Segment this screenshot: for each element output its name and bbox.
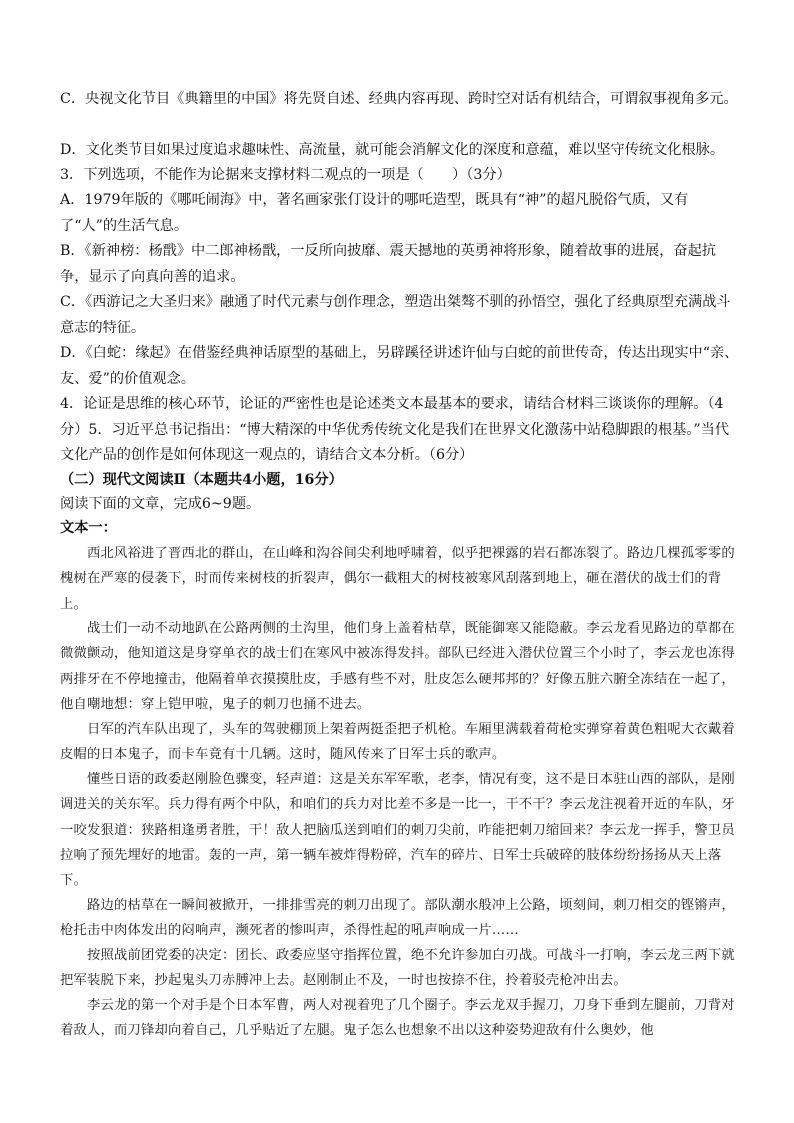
story-paragraph: 西北风裕进了晋西北的群山，在山峰和沟谷间尖利地呼啸着，似乎把裸露的岩石都冻裂了。路边几棵孤零零的槐树在严寒的侵袭下，时而传来树枝的折裂声，偶尔一截粗大的树枝被寒风刮落到地上，砸在潜伏的战士们的背上。 [60, 546, 735, 612]
story-paragraph: 按照战前团党委的决定：团长、政委应坚守指挥位置，绝不允许参加白刃战。可战斗一打响，李云龙三两下就把军装脱下来，抄起鬼头刀赤膊冲上去。赵刚制止不及，一时也按捺不住，拎着驳壳枪冲出去。 [60, 948, 735, 989]
question-3-option-b: B．《新神榜：杨戬》中二郎神杨戬，一反所向披靡、震天撼地的英勇神将形象，随着故事的进展，奋起抗争，显示了向真向善的追求。 [60, 243, 716, 285]
question-3-option-a: A．1979年版的《哪吒闹海》中，著名画家张仃设计的哪吒造型，既具有“神”的超凡脱俗气质，又有了“人”的生活气息。 [60, 192, 689, 234]
story-paragraph: 路边的枯草在一瞬间被掀开，一排排雪亮的刺刀出现了。部队潮水般冲上公路，顷刻间，刺刀相交的铿锵声，枪托击中肉体发出的闷响声，濒死者的惨叫声，杀得性起的吼声响成一片…… [60, 898, 735, 939]
option-c-line: C．央视文化节目《典籍里的中国》将先贤自述、经典内容再现、跨时空对话有机结合，可谓叙事视角多元。 [60, 91, 738, 107]
question-3: 3．下列选项，不能作为论据来支撑材料二观点的一项是（ ）（3分） [60, 167, 511, 183]
story-paragraph: 懂些日语的政委赵刚脸色骤变，轻声道：这是关东军军歌，老李，情况有变，这不是日本驻山西的部队，是刚调进关的关东军。兵力得有两个中队，和咱们的兵力对比差不多是一比一，干不干？李云龙注视着开近的车队，牙一咬发狠道：狭路相逢勇者胜，干！敌人把脑瓜送到咱们的刺刀尖前，咋能把刺刀缩回来？李云龙一挥手，警卫员拉响了预先埋好的地雷。轰的一声，第一辆车被炸得粉碎，汽车的碎片、日军士兵破碎的肢体纷纷扬扬从天上落下。 [60, 772, 735, 889]
story-paragraph: 李云龙的第一个对手是个日本军曹，两人对视着兜了几个圈子。李云龙双手握刀，刀身下垂到左腿前，刀背对着敌人，而刀锋却向着自己，几乎贴近了左腿。鬼子怎么也想象不出以这种姿势迎敌有什么奥妙，他 [60, 998, 735, 1039]
story-paragraph: 战士们一动不动地趴在公路两侧的土沟里，他们身上盖着枯草，既能御寒又能隐蔽。李云龙看见路边的草都在微微颤动，他知道这是身穿单衣的战士们在寒风中被冻得发抖。部队已经进入潜伏位置三个小时了，李云龙也冻得两排牙在不停地撞击，他隔着单衣摸摸肚皮，手感有些不对，肚皮怎么硬邦邦的？好像五脏六腑全冻结在一起了，他自嘲地想：穿上铠甲啦，鬼子的刺刀也捅不进去。 [60, 621, 735, 712]
section-heading: （二）现代文阅读Ⅱ（本题共4小题，16分） [60, 472, 343, 488]
option-d-line: D．文化类节目如果过度追求趣味性、高流量，就可能会消解文化的深度和意蕴，难以坚守传统文化根脉。 [60, 142, 725, 158]
story-paragraph: 日军的汽车队出现了，头车的驾驶棚顶上架着两挺歪把子机枪。车厢里满载着荷枪实弹穿着黄色粗呢大衣戴着皮帽的日本鬼子，而卡车竟有十几辆。这时，随风传来了日军士兵的歌声。 [60, 722, 735, 763]
questions-4-5: 4．论证是思维的核心环节，论证的严密性也是论述类文本最基本的要求，请结合材料三谈谈你的理解。（4分）5．习近平总书记指出：“博大精深的中华优秀传统文化是我们在世界文化激荡中站稳脚跟的根基。”当代文化产品的创作是如何体现这一观点的，请结合文本分析。（6分） [60, 396, 730, 463]
text-one-label: 文本一： [60, 520, 117, 536]
question-3-option-c: C．《西游记之大圣归来》融通了时代元素与创作理念，塑造出桀骜不驯的孙悟空，强化了经典原型充满战斗意志的特征。 [60, 294, 731, 336]
reading-instruction: 阅读下面的文章，完成6~9题。 [60, 496, 261, 512]
question-3-option-d: D．《白蛇：缘起》在借鉴经典神话原型的基础上，另辟蹊径讲述许仙与白蛇的前世传奇，传达出现实中“亲、友、爱”的价值观念。 [60, 345, 739, 387]
